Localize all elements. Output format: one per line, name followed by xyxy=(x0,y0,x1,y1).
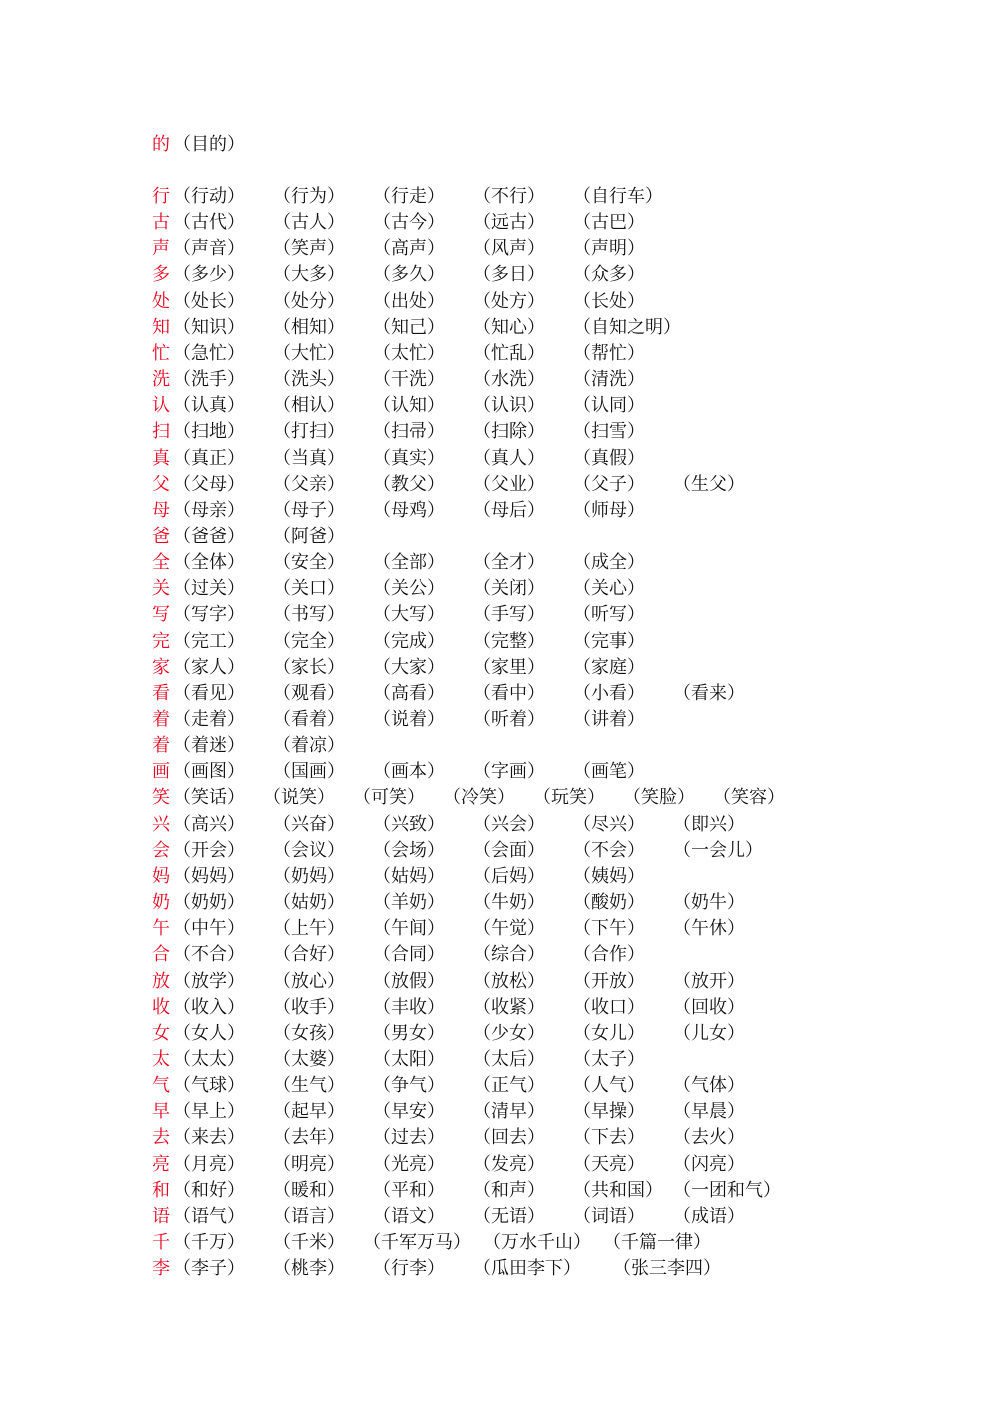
word-item: （关口） xyxy=(273,578,345,600)
word-item: （关心） xyxy=(573,578,645,600)
word-item: （着迷） xyxy=(173,735,245,757)
word-item: （洗手） xyxy=(173,369,245,390)
word-item: （正气） xyxy=(473,1075,545,1097)
word-item: （酸奶） xyxy=(573,892,645,913)
word-item: （关闭） xyxy=(473,578,545,600)
word-item: （家人） xyxy=(173,656,245,678)
word-item: （成全） xyxy=(573,552,645,574)
entry-character: 行 xyxy=(152,186,170,207)
word-item: （放开） xyxy=(673,970,745,992)
word-item: （千篇一律） xyxy=(603,1232,711,1253)
word-item: （扫地） xyxy=(173,421,245,443)
word-item: （去火） xyxy=(673,1127,745,1149)
word-item: （即兴） xyxy=(673,813,745,835)
word-item: （男女） xyxy=(373,1022,445,1044)
word-item: （忙乱） xyxy=(473,342,545,364)
word-item: （争气） xyxy=(373,1075,445,1097)
word-item: （可笑） xyxy=(353,787,425,809)
word-item: （过去） xyxy=(373,1127,445,1149)
word-item: （多久） xyxy=(373,264,445,286)
word-item: （合作） xyxy=(573,944,645,966)
entry-character: 亮 xyxy=(152,1153,170,1175)
word-item: （放松） xyxy=(473,970,545,992)
word-item: （看着） xyxy=(273,709,345,730)
entry-character: 画 xyxy=(152,761,170,783)
word-item: （长处） xyxy=(573,290,645,312)
word-item: （月亮） xyxy=(173,1153,245,1175)
word-item: （午觉） xyxy=(473,918,545,940)
word-item: （家庭） xyxy=(573,656,645,678)
word-item: （暖和） xyxy=(273,1179,345,1201)
word-item: （着凉） xyxy=(273,735,345,757)
word-item: （走着） xyxy=(173,709,245,730)
word-item: （明亮） xyxy=(273,1153,345,1175)
word-item: （会场） xyxy=(373,839,445,861)
word-item: （笑话） xyxy=(173,787,245,809)
entry-character: 关 xyxy=(152,578,170,600)
word-item: （综合） xyxy=(473,944,545,966)
word-item: （父业） xyxy=(473,473,545,495)
word-item: （认真） xyxy=(173,395,245,417)
word-item: （安全） xyxy=(273,552,345,574)
word-item: （人气） xyxy=(573,1075,645,1097)
word-item: （开会） xyxy=(173,839,245,861)
word-item: （关公） xyxy=(373,578,445,600)
word-item: （高看） xyxy=(373,682,445,704)
word-item: （不会） xyxy=(573,839,645,861)
word-item: （认同） xyxy=(573,395,645,417)
word-item: （平和） xyxy=(373,1179,445,1201)
word-item: （冷笑） xyxy=(443,787,515,809)
word-item: （写字） xyxy=(173,604,245,626)
word-item: （手写） xyxy=(473,604,545,626)
word-item: （大写） xyxy=(373,604,445,626)
word-item: （千军万马） xyxy=(363,1232,471,1253)
word-item: （行李） xyxy=(373,1258,445,1280)
word-item: （真正） xyxy=(173,447,245,469)
word-item: （起早） xyxy=(273,1101,345,1123)
word-item: （下午） xyxy=(573,918,645,940)
word-item: （干洗） xyxy=(373,369,445,390)
entry-character: 妈 xyxy=(152,865,170,887)
word-item: （放学） xyxy=(173,970,245,992)
word-item: （全才） xyxy=(473,552,545,574)
word-item: （张三李四） xyxy=(613,1258,721,1280)
entry-character: 全 xyxy=(152,552,170,574)
word-item: （父母） xyxy=(173,473,245,495)
word-item: （扫雪） xyxy=(573,421,645,443)
entry-character: 洗 xyxy=(152,369,170,390)
word-item: （完成） xyxy=(373,630,445,652)
word-item: （语言） xyxy=(273,1205,345,1227)
word-item: （古代） xyxy=(173,212,245,234)
word-item: （发亮） xyxy=(473,1153,545,1175)
word-item: （丰收） xyxy=(373,996,445,1018)
word-item: （太忙） xyxy=(373,342,445,364)
word-item: （真假） xyxy=(573,447,645,469)
word-item: （羊奶） xyxy=(373,892,445,913)
entry-character: 看 xyxy=(152,682,170,704)
word-item: （听着） xyxy=(473,709,545,730)
word-item: （看见） xyxy=(173,682,245,704)
entry-character: 扫 xyxy=(152,421,170,443)
entry-character: 合 xyxy=(152,944,170,966)
entry-character: 气 xyxy=(152,1075,170,1097)
word-item: （扫帚） xyxy=(373,421,445,443)
entry-character: 女 xyxy=(152,1022,170,1044)
word-item: （生父） xyxy=(673,473,745,495)
word-item: （书写） xyxy=(273,604,345,626)
word-item: （清早） xyxy=(473,1101,545,1123)
word-item: （母鸡） xyxy=(373,499,445,521)
word-item: （大忙） xyxy=(273,342,345,364)
word-item: （女孩） xyxy=(273,1022,345,1044)
entry-character: 收 xyxy=(152,996,170,1018)
word-item: （风声） xyxy=(473,238,545,260)
word-item: （父子） xyxy=(573,473,645,495)
word-item: （多日） xyxy=(473,264,545,286)
word-item: （全体） xyxy=(173,552,245,574)
entry-character: 母 xyxy=(152,499,170,521)
word-item: （气体） xyxy=(673,1075,745,1097)
word-item: （和声） xyxy=(473,1179,545,1201)
entry-character: 语 xyxy=(152,1205,170,1227)
word-item: （国画） xyxy=(273,761,345,783)
entry-character: 兴 xyxy=(152,813,170,835)
word-item: （过关） xyxy=(173,578,245,600)
word-item: （姑奶） xyxy=(273,892,345,913)
word-item: （不合） xyxy=(173,944,245,966)
word-item: （画本） xyxy=(373,761,445,783)
word-item: （相知） xyxy=(273,316,345,338)
entry-character: 爸 xyxy=(152,526,170,547)
entry-character: 认 xyxy=(152,395,170,417)
word-item: （不行） xyxy=(473,186,545,207)
word-item: （千米） xyxy=(273,1232,345,1253)
word-item: （兴致） xyxy=(373,813,445,835)
entry-character: 着 xyxy=(152,709,170,730)
word-item: （早安） xyxy=(373,1101,445,1123)
word-item: （知心） xyxy=(473,316,545,338)
word-item: （自行车） xyxy=(573,186,663,207)
word-item: （奶妈） xyxy=(273,865,345,887)
entry-character: 忙 xyxy=(152,342,170,364)
entry-character: 声 xyxy=(152,238,170,260)
word-item: （古巴） xyxy=(573,212,645,234)
word-item: （词语） xyxy=(573,1205,645,1227)
word-item: （家里） xyxy=(473,656,545,678)
word-item: （会议） xyxy=(273,839,345,861)
word-item: （女人） xyxy=(173,1022,245,1044)
entry-character: 的 xyxy=(152,134,170,155)
word-item: （会面） xyxy=(473,839,545,861)
word-item: （笑容） xyxy=(713,787,785,809)
word-item: （阿爸） xyxy=(273,526,345,547)
word-item: （知识） xyxy=(173,316,245,338)
entry-character: 完 xyxy=(152,630,170,652)
word-item: （行为） xyxy=(273,186,345,207)
entry-character: 李 xyxy=(152,1258,170,1280)
word-item: （妈妈） xyxy=(173,865,245,887)
entry-character: 午 xyxy=(152,918,170,940)
word-item: （看中） xyxy=(473,682,545,704)
word-item: （高声） xyxy=(373,238,445,260)
word-item: （画笔） xyxy=(573,761,645,783)
entry-character: 和 xyxy=(152,1179,170,1201)
word-item: （万水千山） xyxy=(483,1232,591,1253)
word-item: （洗头） xyxy=(273,369,345,390)
word-item: （午间） xyxy=(373,918,445,940)
word-item: （合同） xyxy=(373,944,445,966)
word-item: （大多） xyxy=(273,264,345,286)
word-item: （后妈） xyxy=(473,865,545,887)
word-item: （太婆） xyxy=(273,1048,345,1070)
entry-character: 写 xyxy=(152,604,170,626)
word-item: （李子） xyxy=(173,1258,245,1280)
word-item: （古今） xyxy=(373,212,445,234)
word-item: （共和国） xyxy=(573,1179,663,1201)
word-item: （说笑） xyxy=(263,787,335,809)
word-item: （当真） xyxy=(273,447,345,469)
word-item: （生气） xyxy=(273,1075,345,1097)
word-item: （字画） xyxy=(473,761,545,783)
word-item: （目的） xyxy=(173,134,245,155)
entry-character: 放 xyxy=(152,970,170,992)
word-item: （水洗） xyxy=(473,369,545,390)
word-item: （相认） xyxy=(273,395,345,417)
word-item: （放心） xyxy=(273,970,345,992)
entry-character: 笑 xyxy=(152,787,170,809)
word-item: （气球） xyxy=(173,1075,245,1097)
word-item: （多少） xyxy=(173,264,245,286)
word-item: （师母） xyxy=(573,499,645,521)
word-item: （打扫） xyxy=(273,421,345,443)
word-item: （急忙） xyxy=(173,342,245,364)
word-item: （完事） xyxy=(573,630,645,652)
word-item: （认知） xyxy=(373,395,445,417)
word-item: （太子） xyxy=(573,1048,645,1070)
word-item: （兴奋） xyxy=(273,813,345,835)
word-item: （看来） xyxy=(673,682,745,704)
word-item: （远古） xyxy=(473,212,545,234)
word-item: （姨妈） xyxy=(573,865,645,887)
word-item: （处分） xyxy=(273,290,345,312)
word-item: （儿女） xyxy=(673,1022,745,1044)
word-item: （女儿） xyxy=(573,1022,645,1044)
word-item: （父亲） xyxy=(273,473,345,495)
word-item: （母后） xyxy=(473,499,545,521)
word-item: （瓜田李下） xyxy=(473,1258,581,1280)
word-item: （行走） xyxy=(373,186,445,207)
word-item: （和好） xyxy=(173,1179,245,1201)
word-item: （无语） xyxy=(473,1205,545,1227)
entry-character: 知 xyxy=(152,316,170,338)
word-item: （开放） xyxy=(573,970,645,992)
word-item: （来去） xyxy=(173,1127,245,1149)
word-item: （收口） xyxy=(573,996,645,1018)
entry-character: 处 xyxy=(152,290,170,312)
word-item: （牛奶） xyxy=(473,892,545,913)
word-item: （天亮） xyxy=(573,1153,645,1175)
entry-character: 家 xyxy=(152,656,170,678)
word-item: （教父） xyxy=(373,473,445,495)
word-item: （成语） xyxy=(673,1205,745,1227)
word-item: （玩笑） xyxy=(533,787,605,809)
word-item: （放假） xyxy=(373,970,445,992)
word-item: （爸爸） xyxy=(173,526,245,547)
word-item: （中午） xyxy=(173,918,245,940)
entry-character: 奶 xyxy=(152,892,170,913)
entry-character: 千 xyxy=(152,1232,170,1253)
word-item: （收入） xyxy=(173,996,245,1018)
word-item: （尽兴） xyxy=(573,813,645,835)
word-item: （收紧） xyxy=(473,996,545,1018)
word-item: （奶奶） xyxy=(173,892,245,913)
word-item: （说着） xyxy=(373,709,445,730)
word-item: （兴会） xyxy=(473,813,545,835)
word-item: （一会儿） xyxy=(673,839,763,861)
word-item: （听写） xyxy=(573,604,645,626)
word-item: （行动） xyxy=(173,186,245,207)
word-item: （真实） xyxy=(373,447,445,469)
word-item: （太阳） xyxy=(373,1048,445,1070)
word-item: （合好） xyxy=(273,944,345,966)
word-item: （光亮） xyxy=(373,1153,445,1175)
word-item: （早晨） xyxy=(673,1101,745,1123)
word-item: （母亲） xyxy=(173,499,245,521)
word-item: （处长） xyxy=(173,290,245,312)
word-item: （画图） xyxy=(173,761,245,783)
word-item: （清洗） xyxy=(573,369,645,390)
word-item: （真人） xyxy=(473,447,545,469)
entry-character: 着 xyxy=(152,735,170,757)
word-item: （认识） xyxy=(473,395,545,417)
word-item: （闪亮） xyxy=(673,1153,745,1175)
word-item: （少女） xyxy=(473,1022,545,1044)
word-item: （扫除） xyxy=(473,421,545,443)
word-item: （笑脸） xyxy=(623,787,695,809)
word-item: （众多） xyxy=(573,264,645,286)
word-item: （出处） xyxy=(373,290,445,312)
entry-character: 去 xyxy=(152,1127,170,1149)
word-item: （收手） xyxy=(273,996,345,1018)
word-item: （回收） xyxy=(673,996,745,1018)
word-item: （早操） xyxy=(573,1101,645,1123)
word-item: （姑妈） xyxy=(373,865,445,887)
word-item: （全部） xyxy=(373,552,445,574)
entry-character: 太 xyxy=(152,1048,170,1070)
word-item: （完全） xyxy=(273,630,345,652)
word-item: （小看） xyxy=(573,682,645,704)
word-item: （观看） xyxy=(273,682,345,704)
word-item: （回去） xyxy=(473,1127,545,1149)
word-item: （大家） xyxy=(373,656,445,678)
word-item: （上午） xyxy=(273,918,345,940)
entry-character: 真 xyxy=(152,447,170,469)
word-item: （去年） xyxy=(273,1127,345,1149)
entry-character: 早 xyxy=(152,1101,170,1123)
word-item: （处方） xyxy=(473,290,545,312)
word-item: （千万） xyxy=(173,1232,245,1253)
word-item: （完整） xyxy=(473,630,545,652)
word-item: （完工） xyxy=(173,630,245,652)
word-item: （家长） xyxy=(273,656,345,678)
word-item: （早上） xyxy=(173,1101,245,1123)
word-item: （桃李） xyxy=(273,1258,345,1280)
word-item: （知己） xyxy=(373,316,445,338)
word-item: （奶牛） xyxy=(673,892,745,913)
word-item: （一团和气） xyxy=(673,1179,781,1201)
word-item: （太后） xyxy=(473,1048,545,1070)
entry-character: 父 xyxy=(152,473,170,495)
word-item: （帮忙） xyxy=(573,342,645,364)
word-item: （讲着） xyxy=(573,709,645,730)
word-item: （自知之明） xyxy=(573,316,681,338)
word-item: （声明） xyxy=(573,238,645,260)
word-item: （高兴） xyxy=(173,813,245,835)
word-item: （语气） xyxy=(173,1205,245,1227)
entry-character: 多 xyxy=(152,264,170,286)
word-item: （笑声） xyxy=(273,238,345,260)
word-item: （午休） xyxy=(673,918,745,940)
entry-character: 古 xyxy=(152,212,170,234)
word-item: （语文） xyxy=(373,1205,445,1227)
entry-character: 会 xyxy=(152,839,170,861)
word-item: （下去） xyxy=(573,1127,645,1149)
word-item: （太太） xyxy=(173,1048,245,1070)
word-item: （声音） xyxy=(173,238,245,260)
word-item: （古人） xyxy=(273,212,345,234)
word-item: （母子） xyxy=(273,499,345,521)
